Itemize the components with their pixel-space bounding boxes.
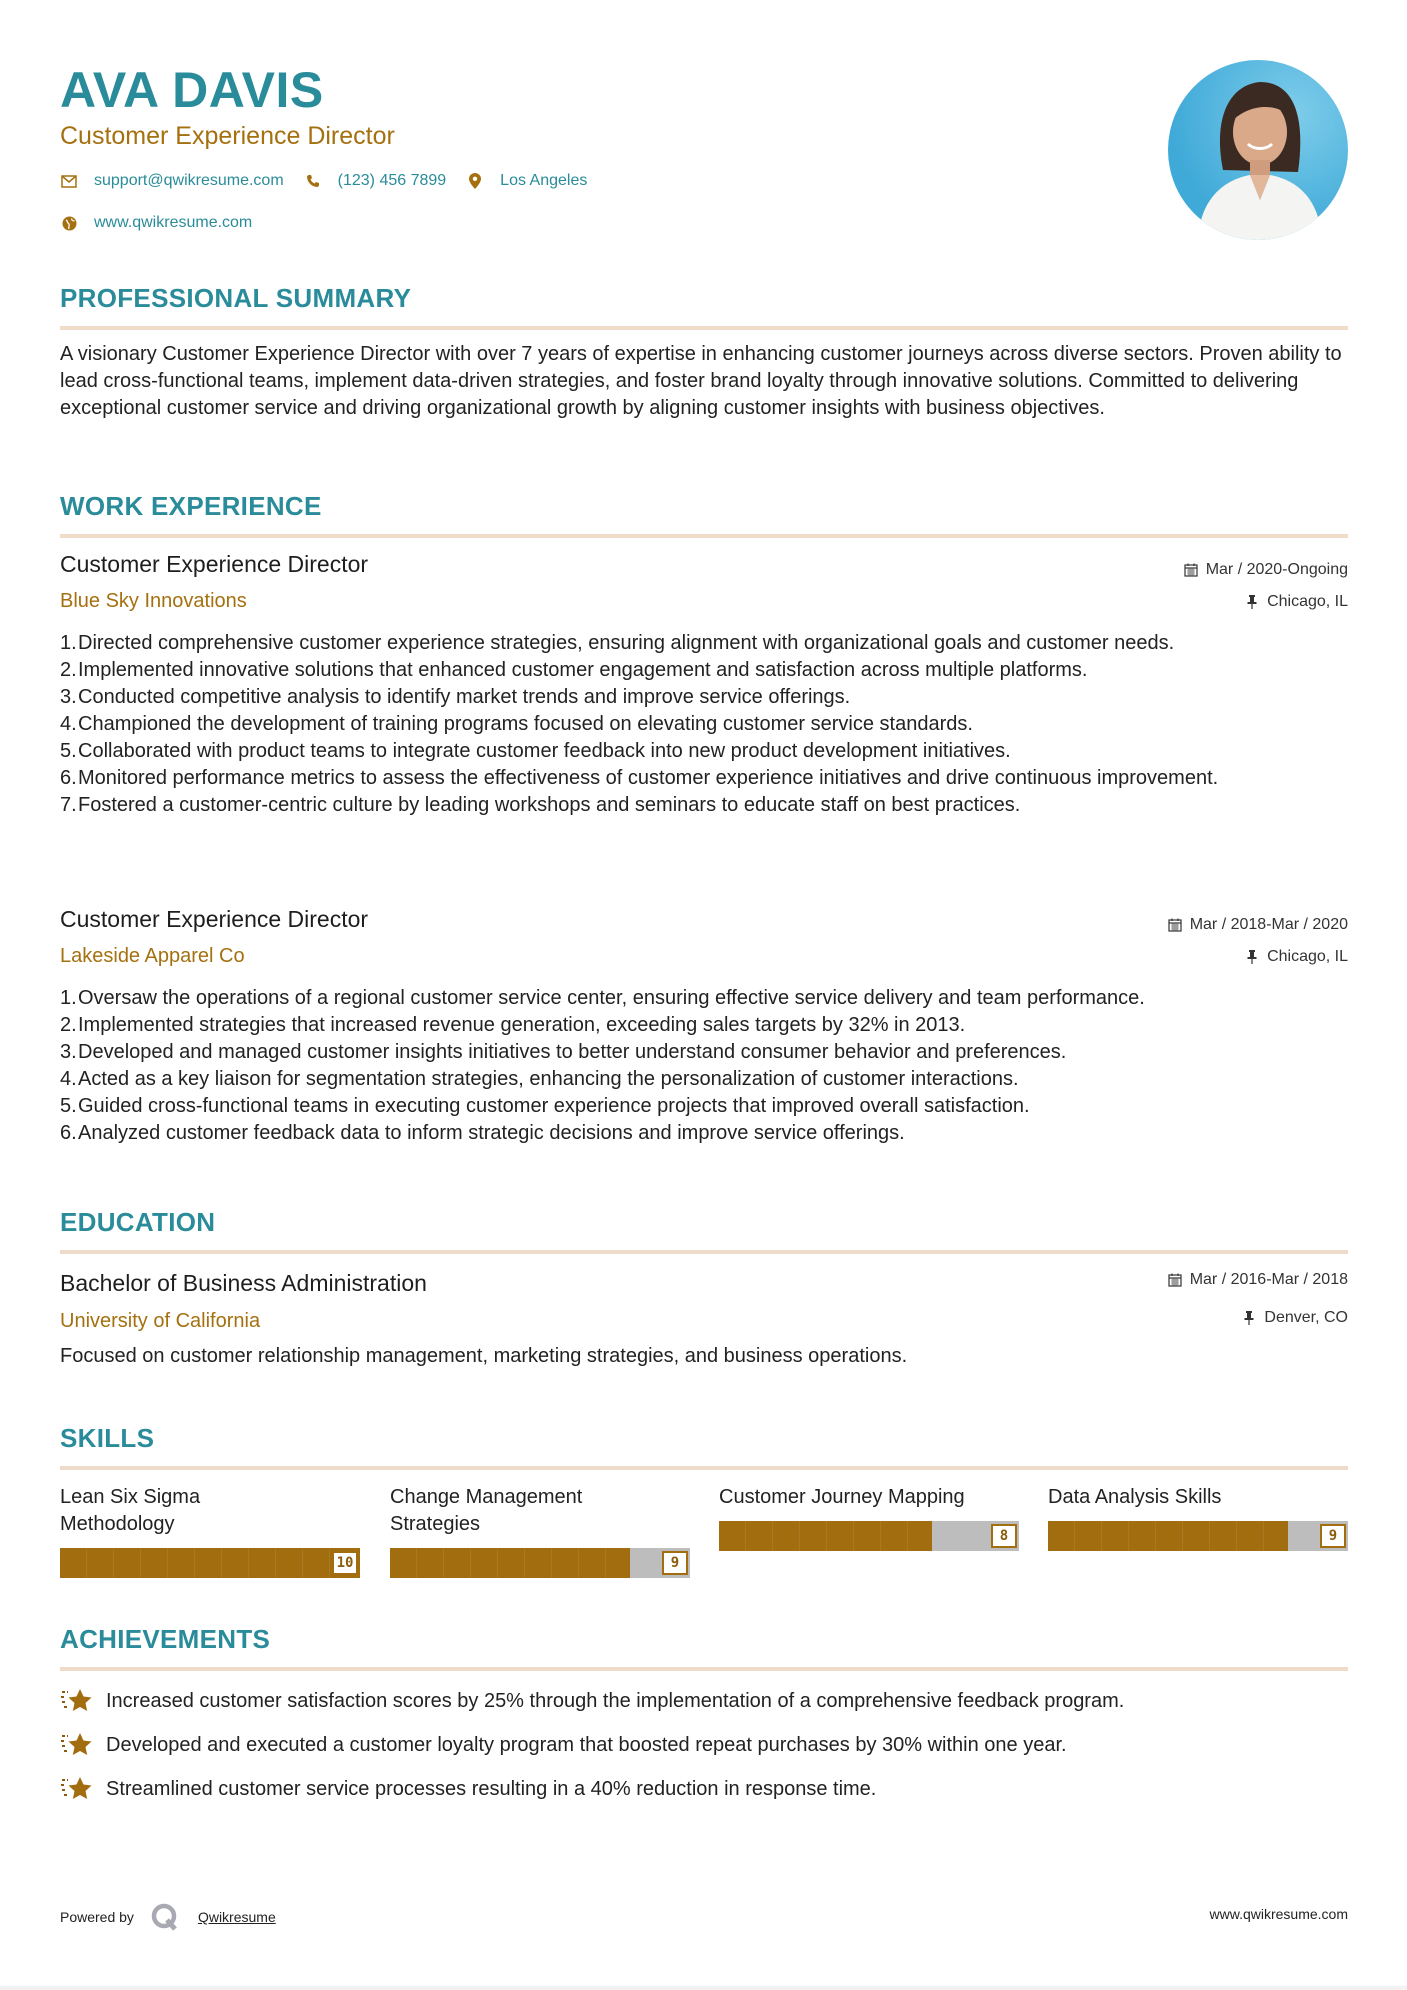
skill-item [1048, 1484, 1348, 1544]
skill-name: Lean Six Sigma Methodology [60, 1486, 201, 1535]
pushpin-icon [1242, 1311, 1256, 1325]
candidate-name: AVA DAVIS [60, 62, 324, 118]
envelope-icon [60, 172, 78, 190]
powered-by-label: Powered by [60, 1909, 134, 1925]
job-location [1245, 947, 1348, 967]
list-item: 3. Conducted competitive analysis to identify market trends and improve service offerings. [60, 686, 851, 708]
achievement-item [60, 1730, 1067, 1760]
globe-icon [60, 214, 78, 232]
job-title: Customer Experience Director [60, 551, 369, 577]
skill-name: Customer Journey Mapping [719, 1486, 965, 1508]
education-description: Focused on customer relationship management, marketing strategies, and business operations. [60, 1345, 908, 1367]
education-dates [1168, 1270, 1348, 1290]
phone-text: (123) 456 7899 [337, 172, 447, 189]
calendar-icon [1184, 563, 1198, 577]
list-item: 1. Oversaw the operations of a regional customer service center, ensuring effective service delivery and team performance. [60, 987, 1145, 1009]
skill-item [390, 1484, 690, 1571]
list-item: 2. Implemented innovative solutions that enhanced customer engagement and satisfaction across multiple platforms. [60, 659, 1088, 681]
skill-item [719, 1484, 1019, 1544]
skill-bar-fill [1048, 1521, 1288, 1551]
achievements-heading: ACHIEVEMENTS [60, 1624, 271, 1654]
job-dates [1168, 915, 1348, 935]
skill-bar [719, 1521, 1019, 1551]
achievement-item [60, 1774, 876, 1804]
achievement-text: Developed and executed a customer loyalty program that boosted repeat purchases by 30% within one year. [106, 1733, 1067, 1756]
map-pin-icon [466, 172, 484, 190]
section-divider [60, 534, 1348, 538]
section-divider [60, 1667, 1348, 1671]
skill-score: 8 [991, 1524, 1017, 1548]
calendar-icon [1168, 918, 1182, 932]
section-divider [60, 1250, 1348, 1254]
contact-website[interactable] [60, 214, 252, 232]
skill-bar [390, 1548, 690, 1578]
resume-page [60, 0, 1348, 1990]
phone-icon [304, 172, 322, 190]
achievement-text: Increased customer satisfaction scores by 25% through the implementation of a comprehensive feedback program. [106, 1689, 1125, 1712]
company-name: Lakeside Apparel Co [60, 945, 245, 967]
job-bullets [60, 985, 1348, 1147]
skills-heading: SKILLS [60, 1423, 155, 1453]
skills-section-header [60, 1422, 1348, 1470]
list-item: 5. Collaborated with product teams to integrate customer feedback into new product development initiatives. [60, 740, 1011, 762]
job-location [1245, 592, 1348, 612]
company-name: Blue Sky Innovations [60, 590, 247, 612]
email-text: support@qwikresume.com [94, 172, 284, 189]
skill-bar-fill [60, 1548, 360, 1578]
section-divider [60, 326, 1348, 330]
skill-name: Change Management Strategies [390, 1486, 583, 1535]
list-item: 6. Analyzed customer feedback data to inform strategic decisions and improve service offerings. [60, 1122, 905, 1144]
contact-email[interactable] [60, 172, 284, 190]
list-item: 4. Championed the development of training programs focused on elevating customer service standards. [60, 713, 973, 735]
summary-section-header [60, 282, 1348, 330]
job-bullets [60, 630, 1348, 819]
skill-bar [1048, 1521, 1348, 1551]
website-text: www.qwikresume.com [94, 214, 253, 231]
achievements-section-header [60, 1623, 1348, 1671]
star-award-icon [60, 1774, 94, 1804]
page-bottom-strip [0, 1986, 1407, 1990]
location-text: Los Angeles [500, 172, 588, 189]
list-item: 4. Acted as a key liaison for segmentation strategies, enhancing the personalization of customer interactions. [60, 1068, 1019, 1090]
skill-score: 10 [332, 1551, 358, 1575]
contact-phone[interactable] [304, 172, 447, 190]
job-location-text: Chicago, IL [1267, 593, 1348, 610]
star-award-icon [60, 1686, 94, 1716]
footer-powered-by [60, 1902, 276, 1932]
achievement-item [60, 1686, 1124, 1716]
list-item: 3. Developed and managed customer insights initiatives to better understand consumer behavior and preferences. [60, 1041, 1067, 1063]
job-dates-text: Mar / 2018-Mar / 2020 [1189, 916, 1348, 933]
contact-row-2 [60, 214, 272, 232]
education-heading: EDUCATION [60, 1207, 216, 1237]
skill-bar-fill [719, 1521, 932, 1551]
education-location-text: Denver, CO [1264, 1309, 1348, 1326]
education-section-header [60, 1206, 1348, 1254]
skill-bar-fill [390, 1548, 630, 1578]
skill-name: Data Analysis Skills [1048, 1486, 1222, 1508]
list-item: 5. Guided cross-functional teams in executing customer experience projects that improved overall satisfaction. [60, 1095, 1030, 1117]
list-item: 1. Directed comprehensive customer experience strategies, ensuring alignment with organizational goals and customer needs. [60, 632, 1175, 654]
calendar-icon [1168, 1273, 1182, 1287]
education-dates-text: Mar / 2016-Mar / 2018 [1189, 1271, 1348, 1288]
pushpin-icon [1245, 950, 1259, 964]
skill-score: 9 [1320, 1524, 1346, 1548]
contact-location [466, 172, 587, 190]
footer-website-link[interactable]: www.qwikresume.com [1209, 1906, 1348, 1922]
summary-text: A visionary Customer Experience Director with over 7 years of expertise in enhancing customer journeys across diverse sectors. Proven ability to lead cross-functional teams, implement data-driven strategies, and foster brand loyalty through innovative solutions. Committed to delivering exceptional customer service and driving organizational growth by aligning customer insights with business objectives. [60, 343, 1342, 419]
list-item: 7. Fostered a customer-centric culture by leading workshops and seminars to educate staff on best practices. [60, 794, 1021, 816]
education-location [1242, 1308, 1348, 1328]
degree-title: Bachelor of Business Administration [60, 1270, 427, 1296]
section-divider [60, 1466, 1348, 1470]
qwikresume-link[interactable]: Qwikresume [197, 1909, 276, 1925]
job-dates [1184, 560, 1348, 580]
school-name: University of California [60, 1310, 261, 1332]
experience-heading: WORK EXPERIENCE [60, 491, 322, 521]
contact-row [60, 172, 607, 190]
list-item: 2. Implemented strategies that increased revenue generation, exceeding sales targets by 32% in 2013. [60, 1014, 966, 1036]
job-title: Customer Experience Director [60, 906, 369, 932]
skill-score: 9 [662, 1551, 688, 1575]
experience-section-header [60, 490, 1348, 538]
skill-item [60, 1484, 360, 1571]
star-award-icon [60, 1730, 94, 1760]
list-item: 6. Monitored performance metrics to assess the effectiveness of customer experience initiatives and drive continuous improvement. [60, 767, 1219, 789]
skill-bar [60, 1548, 360, 1578]
pushpin-icon [1245, 595, 1259, 609]
qwikresume-logo-icon [150, 1902, 180, 1932]
profile-photo [1168, 60, 1348, 240]
job-location-text: Chicago, IL [1267, 948, 1348, 965]
job-dates-text: Mar / 2020-Ongoing [1205, 561, 1348, 578]
summary-heading: PROFESSIONAL SUMMARY [60, 283, 412, 313]
candidate-title: Customer Experience Director [60, 122, 395, 150]
achievement-text: Streamlined customer service processes resulting in a 40% reduction in response time. [106, 1777, 877, 1800]
